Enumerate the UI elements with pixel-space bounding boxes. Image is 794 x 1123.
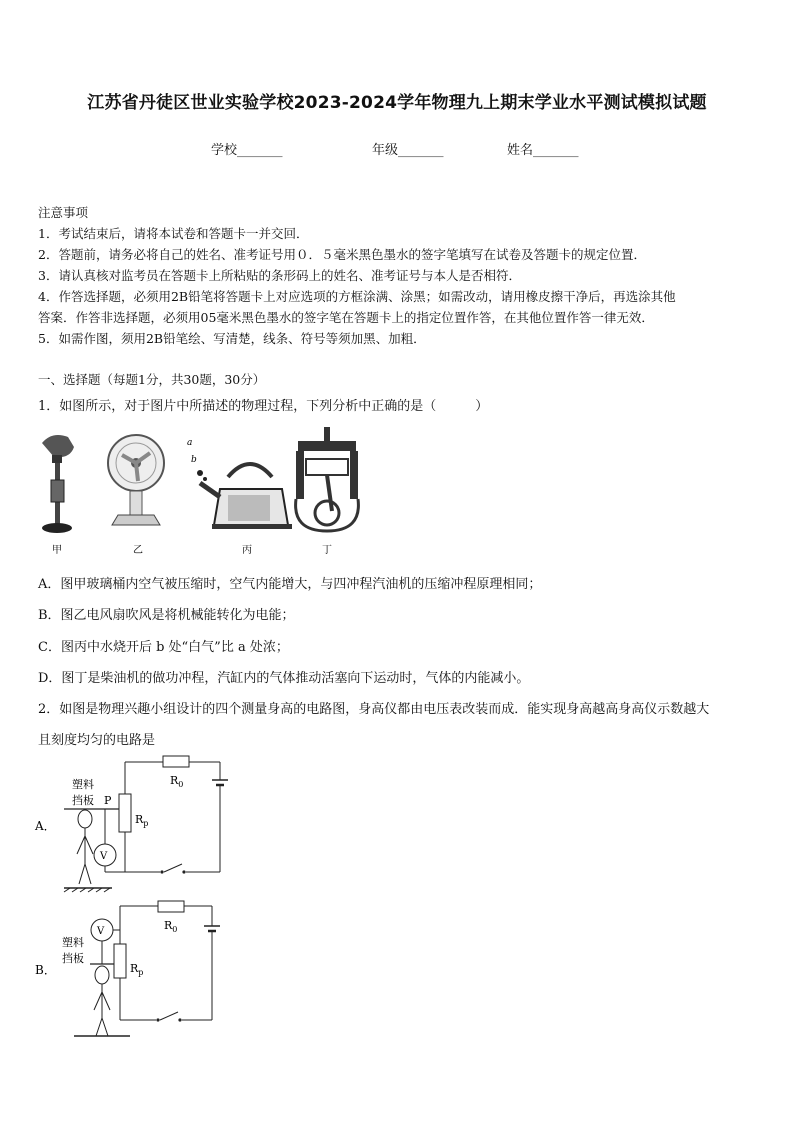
- fig-yi-image: [108, 435, 164, 525]
- voltmeter-a: V: [100, 851, 108, 862]
- slider-p-label: P: [104, 794, 112, 807]
- q2-a-label: A．: [35, 819, 56, 833]
- voltmeter-b: V: [97, 926, 105, 937]
- steam-label-b: b: [191, 455, 197, 465]
- q1-option-a: A．图甲玻璃桶内空气被压缩时，空气内能增大，与四冲程汽油机的压缩冲程原理相同；: [38, 577, 542, 592]
- r0-label-a: $R_0$: [170, 774, 184, 789]
- board-label-b-2: 挡板: [62, 952, 84, 965]
- notice-item-5: 5．如需作图，须用2B铅笔绘、写清楚，线条、符号等须加黑、加粗．: [38, 331, 426, 346]
- fig-caption-yi: 乙: [133, 545, 143, 556]
- q1-figures: [30, 425, 370, 560]
- notice-item-4-cont: 答案．作答非选择题，必须用05毫米黑色墨水的签字笔在答题卡上的指定位置作答，在其他位置作答一律无效．: [38, 310, 654, 325]
- board-label-a-1: 塑料: [72, 778, 94, 791]
- name-field[interactable]: 姓名_______: [507, 143, 579, 158]
- q1-option-d: D．图丁是柴油机的做功冲程，汽缸内的气体推动活塞向下运动时，气体的内能减小。: [38, 671, 530, 686]
- r0-label-b: $R_0$: [164, 919, 178, 934]
- q2-b-label: B．: [35, 963, 56, 977]
- steam-label-a: a: [187, 438, 193, 448]
- q2-stem-line1: 2．如图是物理兴趣小组设计的四个测量身高的电路图，身高仪都由电压表改装而成．能实现身高越高身高仪示数越大: [38, 702, 710, 717]
- fig-caption-ding: 丁: [322, 545, 332, 556]
- q2-circuit-b: [30, 896, 240, 1041]
- fig-jia-image: [42, 435, 74, 533]
- exam-title: 江苏省丹徒区世业实验学校2023-2024学年物理九上期末学业水平测试模拟试题: [87, 93, 707, 113]
- grade-field[interactable]: 年级_______: [372, 143, 444, 158]
- q1-stem: 1．如图所示，对于图片中所描述的物理过程，下列分析中正确的是（ ）: [38, 399, 489, 414]
- school-field[interactable]: 学校_______: [211, 143, 283, 158]
- fig-caption-bing: 丙: [242, 545, 252, 556]
- notice-item-3: 3．请认真核对监考员在答题卡上所粘贴的条形码上的姓名、准考证号与本人是否相符．: [38, 268, 521, 283]
- fig-ding-image: [296, 427, 359, 531]
- q1-option-c: C．图丙中水烧开后 b 处“白气”比 a 处浓；: [38, 640, 289, 655]
- section-heading: 一、选择题（每题1分，共30题，30分）: [38, 372, 266, 387]
- q2-circuit-a: [30, 752, 240, 894]
- board-label-a-2: 挡板: [72, 794, 94, 807]
- fig-caption-jia: 甲: [52, 545, 62, 556]
- board-label-b-1: 塑料: [62, 936, 84, 949]
- q1-option-b: B．图乙电风扇吹风是将机械能转化为电能；: [38, 608, 295, 623]
- rp-label-b: $R_p$: [130, 962, 144, 977]
- notice-heading: 注意事项: [38, 205, 89, 220]
- notice-item-1: 1．考试结束后，请将本试卷和答题卡一并交回．: [38, 226, 309, 241]
- notice-item-2: 2．答题前，请务必将自己的姓名、准考证号用０．５毫米黑色墨水的签字笔填写在试卷及答题卡的规定位置．: [38, 247, 646, 262]
- fig-bing-image: [187, 438, 292, 529]
- rp-label-a: $R_p$: [135, 813, 149, 828]
- q2-stem-line2: 且刻度均匀的电路是: [38, 733, 156, 748]
- notice-item-4: 4．作答选择题，必须用2B铅笔将答题卡上对应选项的方框涂满、涂黑；如需改动，请用橡皮擦干净后，再选涂其他: [38, 289, 676, 304]
